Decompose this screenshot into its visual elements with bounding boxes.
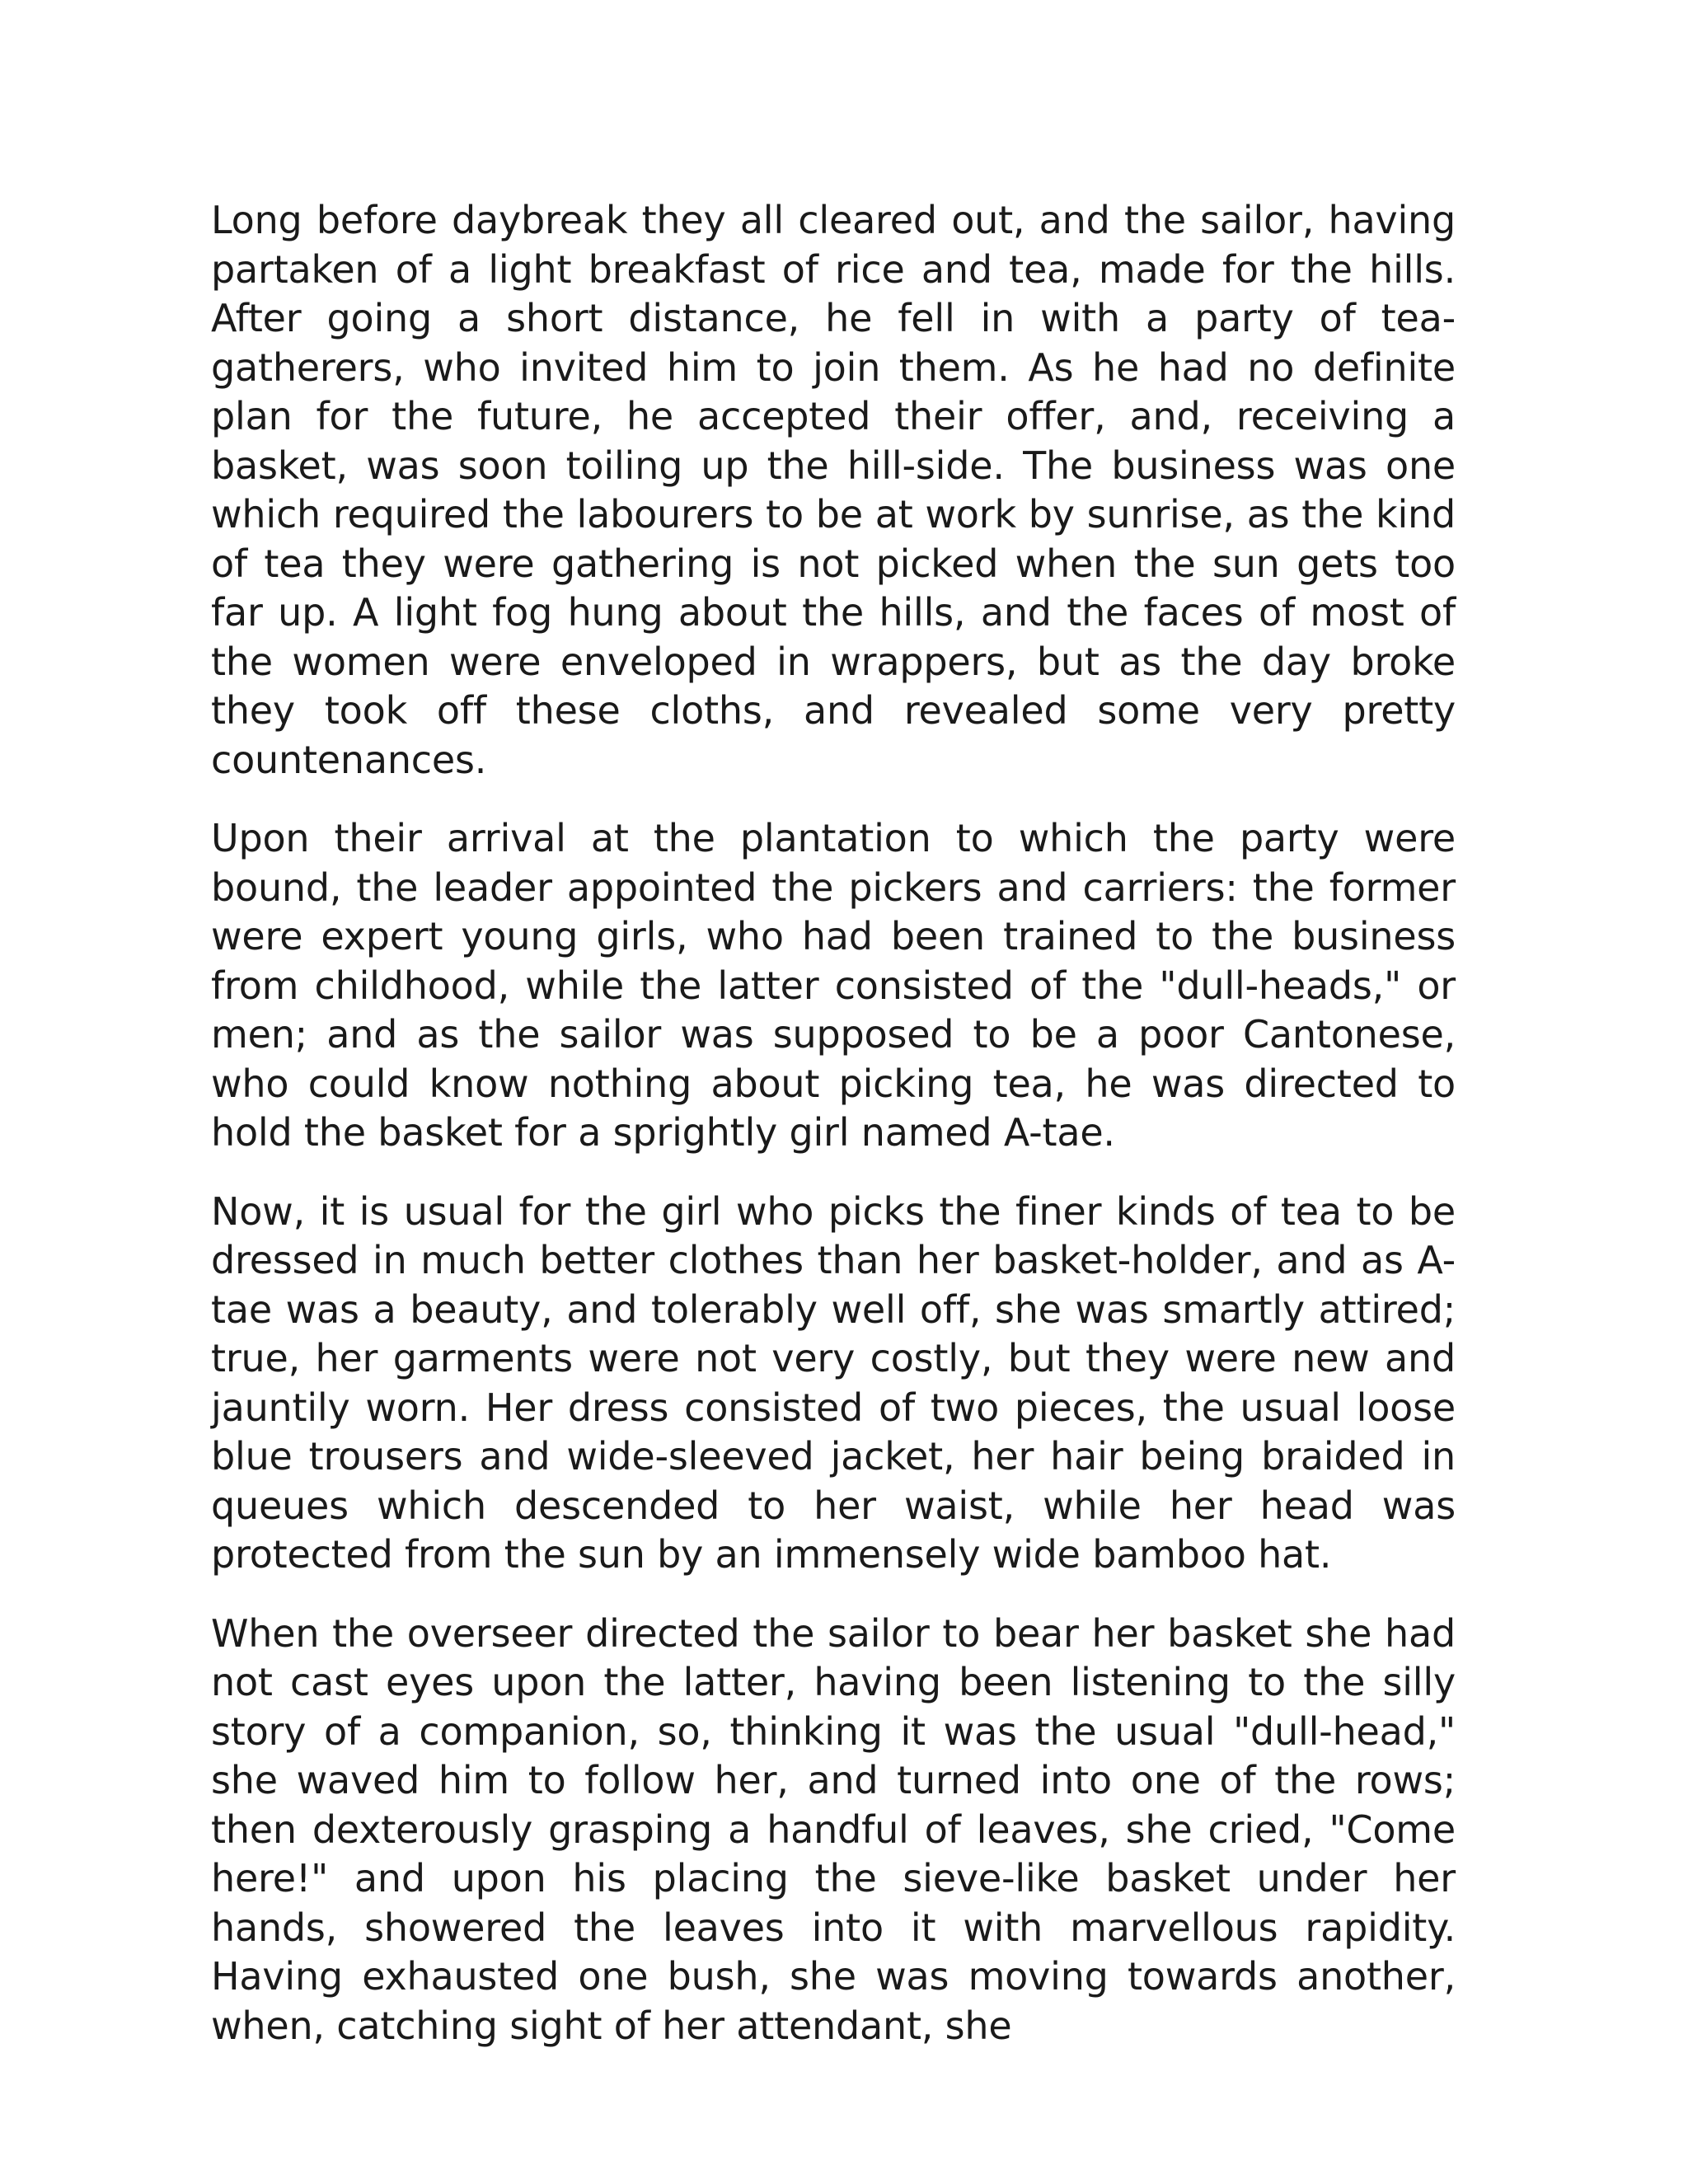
paragraph-4: When the overseer directed the sailor to bear her basket she had not cast eyes upon the latter, having been listening to the silly story of a companion, so, thinking it was the usual "dull-head," she waved him to follow her, and turned into one of the rows; then dexterously grasping a handful of leaves, she cried, "Come here!" and upon his placing the sieve-like basket under her hands, showered the leaves into it with marvellous rapidity. Having exhausted one bush, she was moving towards another, when, catching sight of her attendant, she	[211, 1610, 1456, 2048]
paragraph-1: Long before daybreak they all cleared out, and the sailor, having partaken of a light breakfast of rice and tea, made for the hills. After going a short distance, he fell in with a party of tea-gatherers, who invited him to join them. As he had no definite plan for the future, he accepted their offer, and, receiving a basket, was soon toiling up the hill-side. The business was one which required the labourers to be at work by sunrise, as the kind of tea they were gathering is not picked when the sun gets too far up. A light fog hung about the hills, and the faces of most of the women were enveloped in wrappers, but as the day broke they took off these cloths, and revealed some very pretty countenances.	[211, 198, 1456, 782]
paragraph-3: Now, it is usual for the girl who picks the finer kinds of tea to be dressed in much better clothes than her basket-holder, and as A-tae was a beauty, and tolerably well off, she was smartly attired; true, her garments were not very costly, but they were new and jauntily worn. Her dress consisted of two pieces, the usual loose blue trousers and wide-sleeved jacket, her hair being braided in queues which descended to her waist, while her head was protected from the sun by an immensely wide bamboo hat.	[211, 1188, 1456, 1577]
paragraph-2: Upon their arrival at the plantation to which the party were bound, the leader appointed the pickers and carriers: the former were expert young girls, who had been trained to the business from childhood, while the latter consisted of the "dull-heads," or men; and as the sailor was supposed to be a poor Cantonese, who could know nothing about picking tea, he was directed to hold the basket for a sprightly girl named A-tae.	[211, 816, 1456, 1155]
body-text	[211, 196, 1456, 2080]
